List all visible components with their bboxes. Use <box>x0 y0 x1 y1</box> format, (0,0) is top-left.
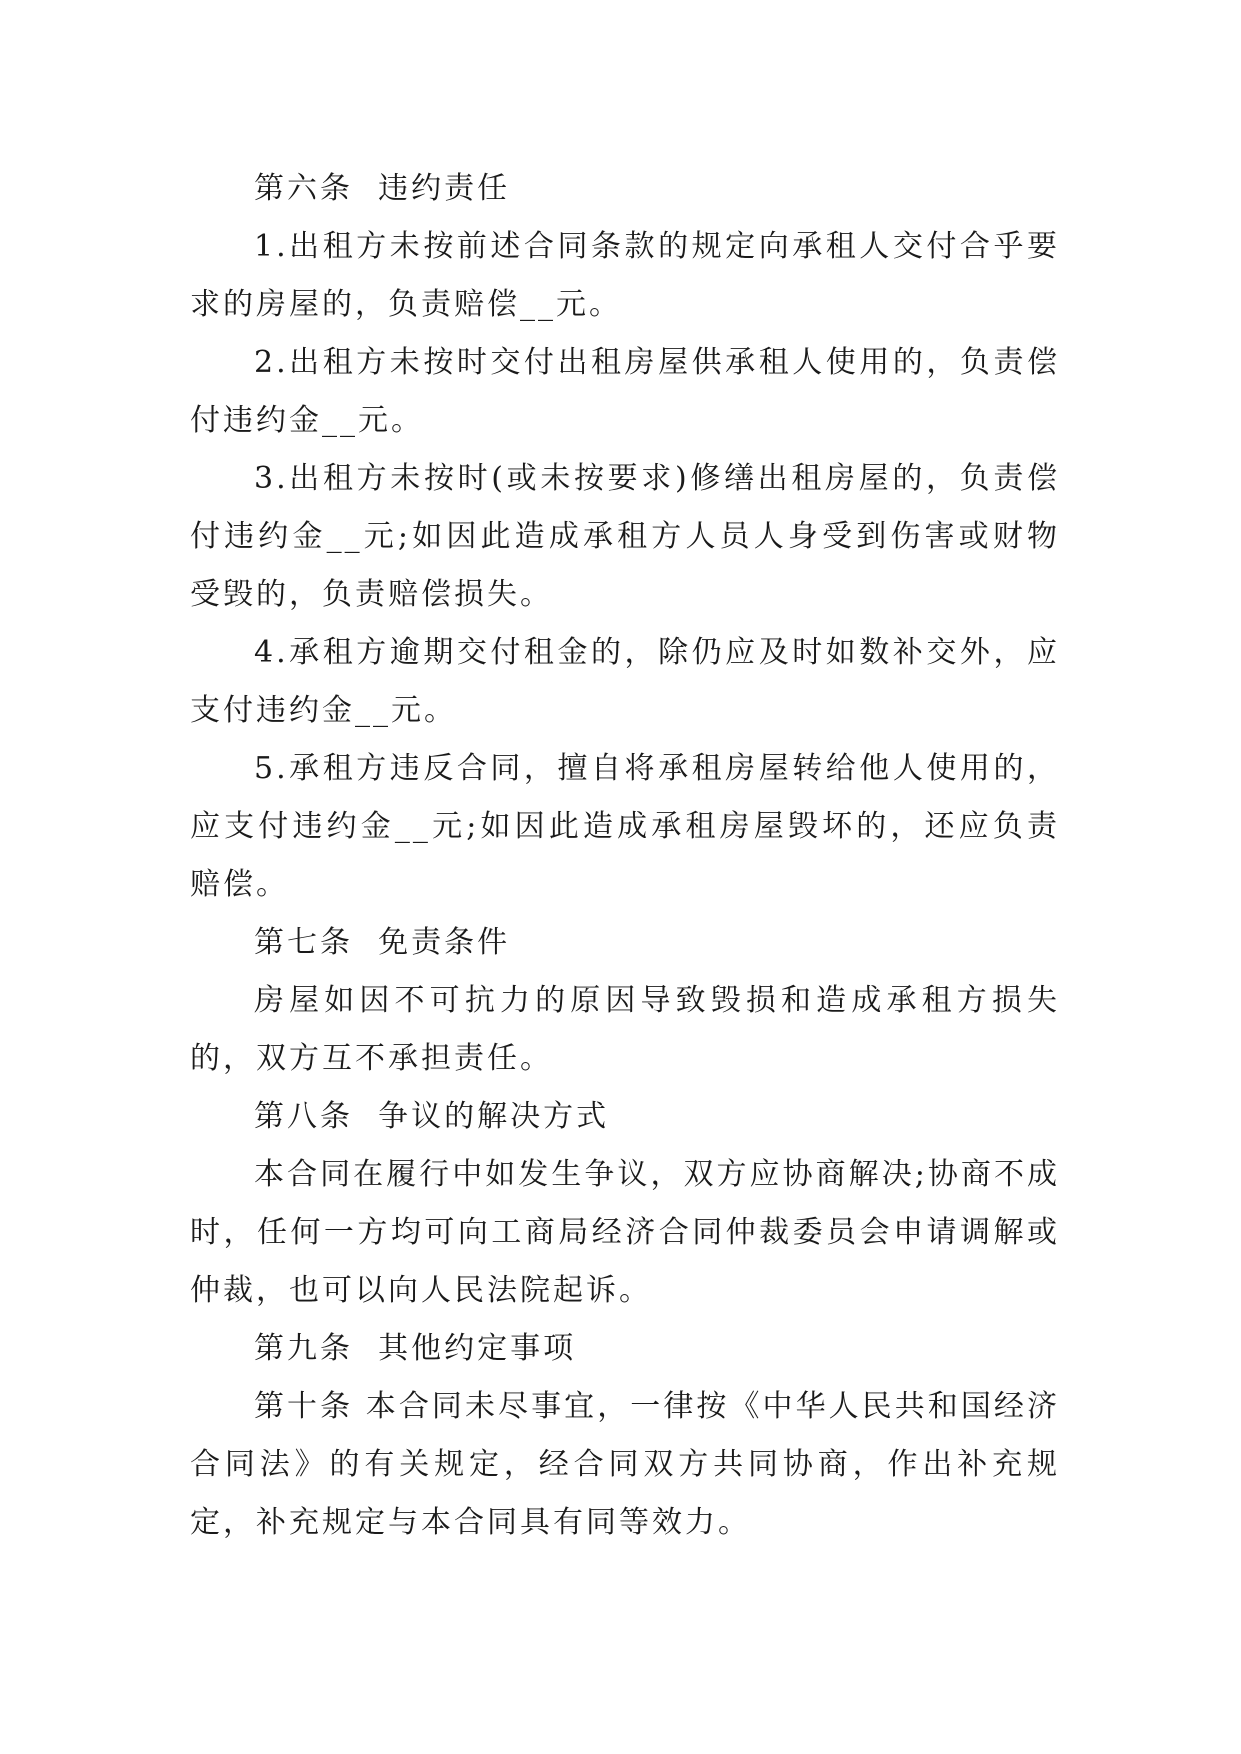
article-6-item-4: 4.承租方逾期交付租金的，除仍应及时如数补交外，应支付违约金__元。 <box>190 635 1060 728</box>
article-6-item-2: 2.出租方未按时交付出租房屋供承租人使用的，负责偿付违约金__元。 <box>190 345 1060 438</box>
article-8-body: 本合同在履行中如发生争议，双方应协商解决;协商不成时，任何一方均可向工商局经济合同仲裁委员会申请调解或仲裁，也可以向人民法院起诉。 <box>190 1157 1060 1308</box>
article-6-item-1: 1.出租方未按前述合同条款的规定向承租人交付合乎要求的房屋的，负责赔偿__元。 <box>190 229 1060 322</box>
article-8-heading: 第八条 争议的解决方式 <box>254 1099 610 1134</box>
article-9-heading: 第九条 其他约定事项 <box>254 1331 577 1366</box>
document-body <box>190 160 1060 1552</box>
article-6-item-3: 3.出租方未按时(或未按要求)修缮出租房屋的，负责偿付违约金__元;如因此造成承租方人员人身受到伤害或财物受毁的，负责赔偿损失。 <box>190 461 1060 612</box>
article-7-heading: 第七条 免责条件 <box>254 925 511 960</box>
article-6-item-5: 5.承租方违反合同，擅自将承租房屋转给他人使用的，应支付违约金__元;如因此造成承租房屋毁坏的，还应负责赔偿。 <box>190 751 1060 902</box>
article-7-body: 房屋如因不可抗力的原因导致毁损和造成承租方损失的，双方互不承担责任。 <box>190 983 1060 1076</box>
article-6-heading: 第六条 违约责任 <box>254 171 511 206</box>
article-10-body: 第十条 本合同未尽事宜，一律按《中华人民共和国经济合同法》的有关规定，经合同双方共同协商，作出补充规定，补充规定与本合同具有同等效力。 <box>190 1389 1060 1540</box>
